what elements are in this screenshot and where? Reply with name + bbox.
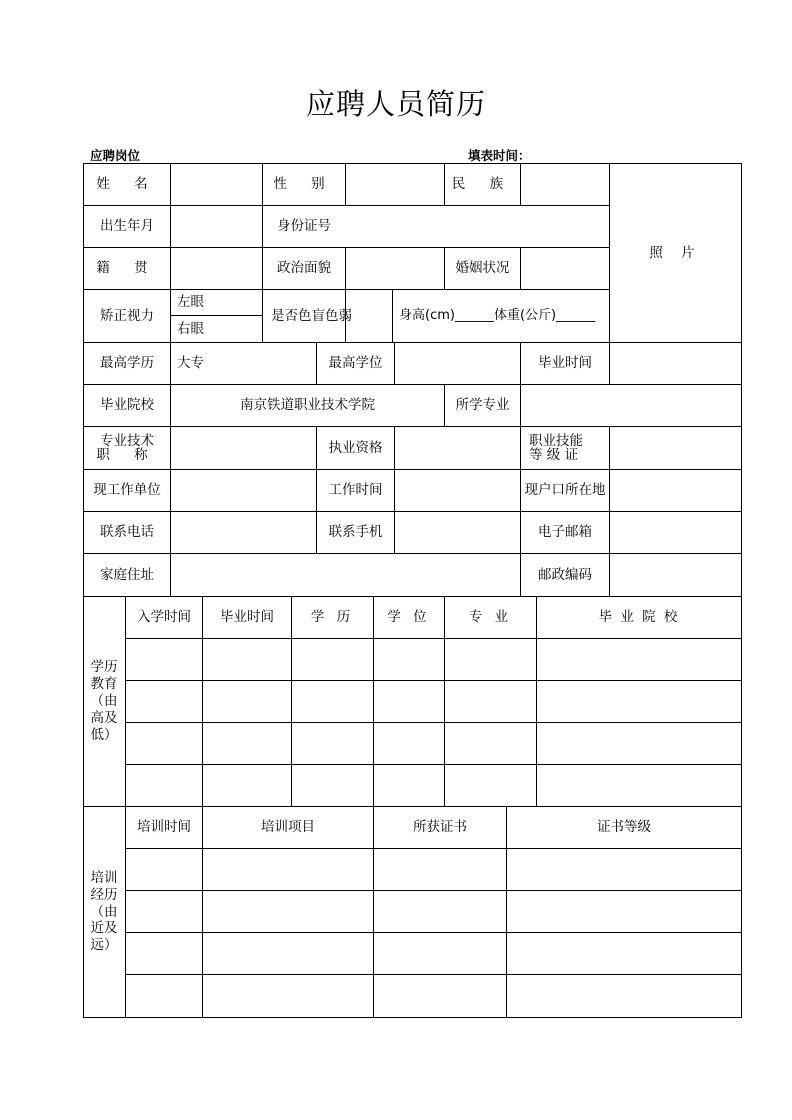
birth-label: 出生年月: [100, 218, 154, 235]
hukou-label: 现户口所在地: [524, 482, 606, 499]
mobile-label: 联系手机: [328, 524, 383, 541]
edu-header-degree-level: 学 历: [310, 609, 355, 626]
postcode-label: 邮政编码: [538, 566, 592, 583]
edu-header-school: 毕 业 院 校: [598, 609, 680, 626]
position-label: 应聘岗位: [90, 148, 141, 163]
skill-cert-line2: 等 级 证: [529, 447, 579, 463]
fill-date-label: 填表时间：: [468, 148, 531, 163]
edu-header-major: 专 业: [468, 609, 513, 626]
native-field[interactable]: [171, 248, 262, 289]
employer-label: 现工作单位: [93, 482, 161, 499]
birth-field[interactable]: [171, 206, 262, 247]
native-label: 籍 贯: [96, 260, 158, 277]
vision-label: 矫正视力: [100, 307, 154, 324]
page-title: 应聘人员简历: [305, 87, 486, 121]
political-label: 政治面貌: [277, 260, 331, 277]
grad-time-field[interactable]: [610, 343, 741, 384]
skill-cert-field[interactable]: [610, 427, 741, 469]
training-section-label: 培训经历（由近及远）: [90, 869, 118, 954]
phone-label: 联系电话: [100, 524, 154, 541]
right-eye-label[interactable]: 右眼: [177, 320, 204, 337]
highest-degree-label: 最高学位: [328, 355, 383, 372]
school-label: 毕业院校: [100, 397, 154, 414]
colorblind-field[interactable]: [353, 290, 392, 342]
major-field[interactable]: [521, 385, 741, 426]
education-section-label: 学历教育（由高及低）: [90, 659, 118, 743]
train-header-time: 培训时间: [137, 819, 191, 836]
highest-edu-value[interactable]: 大专: [177, 355, 204, 372]
email-label: 电子邮箱: [538, 524, 592, 541]
train-header-certificate: 所获证书: [413, 819, 467, 836]
name-label: 姓 名: [96, 176, 158, 193]
qualification-field[interactable]: [395, 427, 520, 469]
gender-field[interactable]: [346, 164, 444, 205]
professional-title-line1: 专业技术: [100, 432, 154, 449]
train-header-project: 培训项目: [261, 819, 315, 836]
skill-cert-label: [521, 427, 609, 469]
ethnicity-field[interactable]: [521, 164, 609, 205]
id-field[interactable]: [346, 206, 609, 247]
political-field[interactable]: [346, 248, 444, 289]
qualification-label: 执业资格: [328, 439, 383, 456]
school-value[interactable]: 南京铁道职业技术学院: [240, 397, 375, 414]
mobile-field[interactable]: [395, 512, 520, 553]
train-header-cert-level: 证书等级: [597, 819, 651, 836]
highest-degree-field[interactable]: [395, 343, 520, 384]
grad-time-label: 毕业时间: [538, 355, 592, 372]
name-field[interactable]: [171, 164, 262, 205]
left-eye-label[interactable]: 左眼: [177, 294, 204, 311]
edu-header-graduate: 毕业时间: [220, 609, 274, 626]
work-time-field[interactable]: [395, 470, 520, 511]
ethnicity-label: 民 族: [451, 176, 514, 193]
employer-field[interactable]: [171, 470, 316, 511]
professional-title-line2: 职 称: [96, 447, 158, 463]
marital-label: 婚姻状况: [455, 260, 510, 277]
marital-field[interactable]: [521, 248, 609, 289]
work-time-label: 工作时间: [328, 482, 383, 499]
photo-box[interactable]: 照 片: [649, 244, 702, 261]
highest-edu-label: 最高学历: [100, 355, 154, 372]
colorblind-label: 是否色盲色弱: [271, 307, 352, 324]
edu-header-enroll: 入学时间: [137, 609, 191, 626]
gender-label: 性 别: [273, 176, 335, 193]
address-label: 家庭住址: [100, 566, 154, 583]
skill-cert-line1: 职业技能: [529, 432, 583, 449]
hukou-field[interactable]: [610, 470, 741, 511]
professional-title-label: [84, 427, 170, 469]
professional-title-field[interactable]: [171, 427, 316, 469]
id-label: 身份证号: [277, 218, 331, 235]
postcode-field[interactable]: [610, 554, 741, 596]
edu-header-degree: 学 位: [387, 609, 431, 626]
height-weight-field[interactable]: 身高(cm)______体重(公斤)______: [399, 308, 596, 324]
major-label: 所学专业: [455, 397, 510, 414]
address-field[interactable]: [171, 554, 520, 596]
email-field[interactable]: [610, 512, 741, 553]
phone-field[interactable]: [171, 512, 316, 553]
